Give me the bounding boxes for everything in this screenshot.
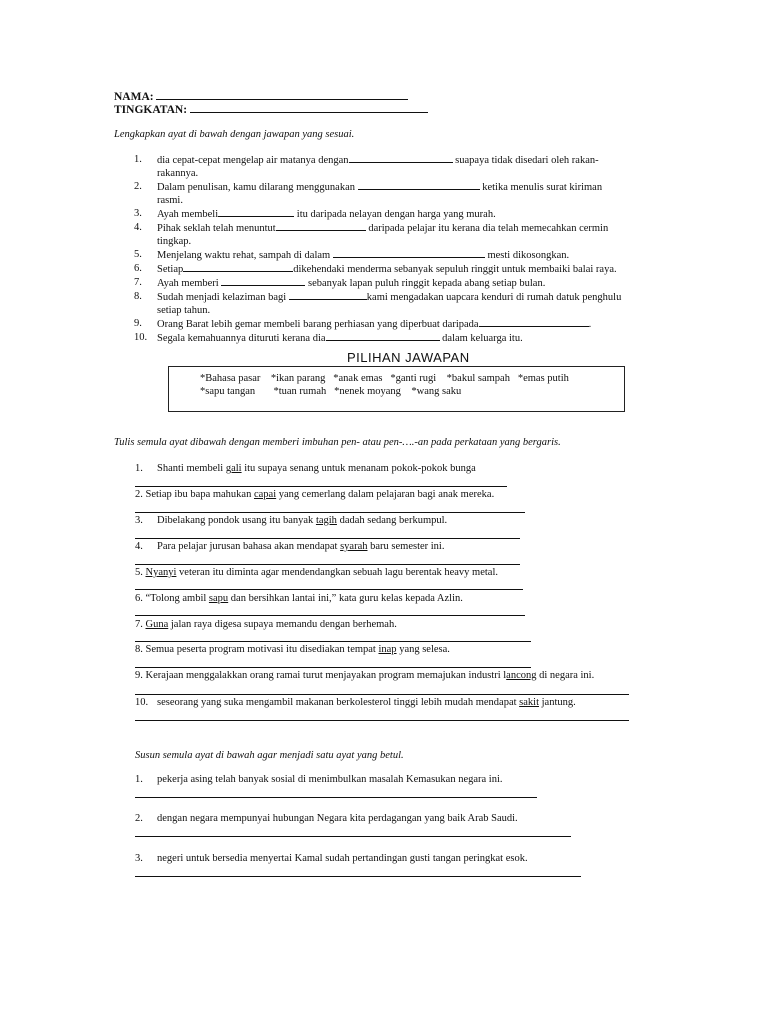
list-item: 1. dia cepat-cepat mengelap air matanya dengan suapaya tidak disedari oleh rakan- rakannya.	[134, 154, 599, 179]
underlined-word: gali	[225, 463, 242, 474]
list-item: 6. Setiap dikehendaki menderma sebanyak sepuluh ringgit untuk membaiki balai raya.	[134, 263, 617, 275]
answer-blank[interactable]	[479, 317, 589, 327]
list-item: 2. dengan negara mempunyai hubungan Negara kita perdagangan yang baik Arab Saudi.	[135, 813, 518, 824]
nama-row	[114, 90, 408, 103]
list-item: 7. Guna jalan raya digesa supaya memandu dengan berhemah.	[135, 619, 397, 630]
answer-line[interactable]	[135, 667, 531, 668]
answer-blank[interactable]	[221, 276, 305, 286]
answer-blank[interactable]	[183, 262, 293, 272]
tingkatan-field[interactable]	[190, 103, 428, 113]
list-item: 4. Para pelajar jurusan bahasa akan mendapat syarah baru semester ini.	[135, 541, 445, 552]
underlined-word: sakit	[519, 697, 539, 708]
answer-blank[interactable]	[333, 248, 485, 258]
list-item: 9. Kerajaan menggalakkan orang ramai turut menjayakan program memajukan industri lancong di negara ini.	[135, 670, 595, 681]
list-item: 8. Semua peserta program motivasi itu disediakan tempat inap yang selesa.	[135, 644, 450, 655]
answer-blank[interactable]	[276, 221, 366, 231]
answer-line[interactable]	[135, 538, 520, 539]
list-item: 2. Dalam penulisan, kamu dilarang menggunakan ketika menulis surat kiriman rasmi.	[134, 181, 603, 206]
list-item: 10. Segala kemahuannya dituruti kerana dia dalam keluarga itu.	[134, 332, 523, 344]
answer-line[interactable]	[135, 797, 537, 798]
answer-line[interactable]	[135, 512, 525, 513]
underlined-word: Guna	[145, 619, 169, 630]
list-item: 3. Ayah membeli itu daripada nelayan dengan harga yang murah.	[134, 208, 496, 220]
list-item: 1. Shanti membeli gali itu supaya senang untuk menanam pokok-pokok bunga	[135, 463, 476, 474]
pilihan-jawapan-title: PILIHAN JAWAPAN	[347, 350, 470, 365]
answer-line[interactable]	[135, 641, 531, 642]
pilihan-row-1: *Bahasa pasar *ikan parang *anak emas *ganti rugi *bakul sampah *emas putih	[200, 373, 569, 384]
list-item: 9. Orang Barat lebih gemar membeli barang perhiasan yang diperbuat daripada .	[134, 318, 592, 330]
answer-line[interactable]	[135, 876, 581, 877]
answer-line[interactable]	[135, 486, 507, 487]
tingkatan-label: TINGKATAN:	[114, 104, 188, 116]
list-item: 7. Ayah memberi sebanyak lapan puluh ringgit kepada abang setiap bulan.	[134, 277, 546, 289]
answer-blank[interactable]	[289, 290, 367, 300]
underlined-word: ancong	[506, 670, 537, 681]
list-item: 10. seseorang yang suka mengambil makanan berkolesterol tinggi lebih mudah mendapat sakit jantung.	[135, 697, 576, 708]
underlined-word: tagih	[315, 515, 337, 526]
list-item: 3. Dibelakang pondok usang itu banyak tagih dadah sedang berkumpul.	[135, 515, 448, 526]
underlined-word: inap	[378, 644, 397, 655]
tingkatan-row	[114, 103, 428, 116]
list-item: 5. Menjelang waktu rehat, sampah di dalam mesti dikosongkan.	[134, 249, 570, 261]
answer-line[interactable]	[135, 589, 523, 590]
section1-instruction: Lengkapkan ayat di bawah dengan jawapan yang sesuai.	[114, 129, 355, 140]
answer-blank[interactable]	[218, 207, 294, 217]
answer-blank[interactable]	[358, 180, 480, 190]
list-item: 4. Pihak seklah telah menuntut daripada pelajar itu kerana dia telah memecahkan cermin tingkap.	[134, 222, 609, 247]
answer-blank[interactable]	[326, 331, 440, 341]
section2-instruction: Tulis semula ayat dibawah dengan memberi imbuhan pen- atau pen-….-an pada perkataan yang bergaris.	[114, 437, 561, 448]
answer-line[interactable]	[135, 694, 629, 695]
answer-line[interactable]	[135, 836, 571, 837]
underlined-word: capai	[253, 489, 277, 500]
nama-field[interactable]	[156, 90, 408, 100]
underlined-word: sapu	[208, 593, 229, 604]
answer-line[interactable]	[135, 615, 525, 616]
underlined-word: syarah	[340, 541, 368, 552]
list-item: 3. negeri untuk bersedia menyertai Kamal sudah pertandingan gusti tangan peringkat esok.	[135, 853, 528, 864]
answer-line[interactable]	[135, 720, 629, 721]
list-item: 5. Nyanyi veteran itu diminta agar mendendangkan sebuah lagu berentak heavy metal.	[135, 567, 499, 578]
section1-list	[114, 153, 659, 345]
pilihan-jawapan-box	[168, 366, 625, 412]
pilihan-row-2: *sapu tangan *tuan rumah *nenek moyang *wang saku	[200, 386, 462, 397]
nama-label: NAMA:	[114, 91, 154, 103]
list-item: 1. pekerja asing telah banyak sosial di menimbulkan masalah Kemasukan negara ini.	[135, 774, 503, 785]
section3-instruction: Susun semula ayat di bawah agar menjadi satu ayat yang betul.	[135, 750, 404, 761]
underlined-word: Nyanyi	[145, 567, 177, 578]
list-item: 6. “Tolong ambil sapu dan bersihkan lantai ini,” kata guru kelas kepada Azlin.	[135, 593, 463, 604]
answer-line[interactable]	[135, 564, 520, 565]
list-item: 8. Sudah menjadi kelaziman bagi kami mengadakan uapcara kenduri di rumah datuk penghulu setiap tahun.	[134, 291, 622, 316]
list-item: 2. Setiap ibu bapa mahukan capai yang cemerlang dalam pelajaran bagi anak mereka.	[135, 489, 495, 500]
answer-blank[interactable]	[349, 153, 453, 163]
